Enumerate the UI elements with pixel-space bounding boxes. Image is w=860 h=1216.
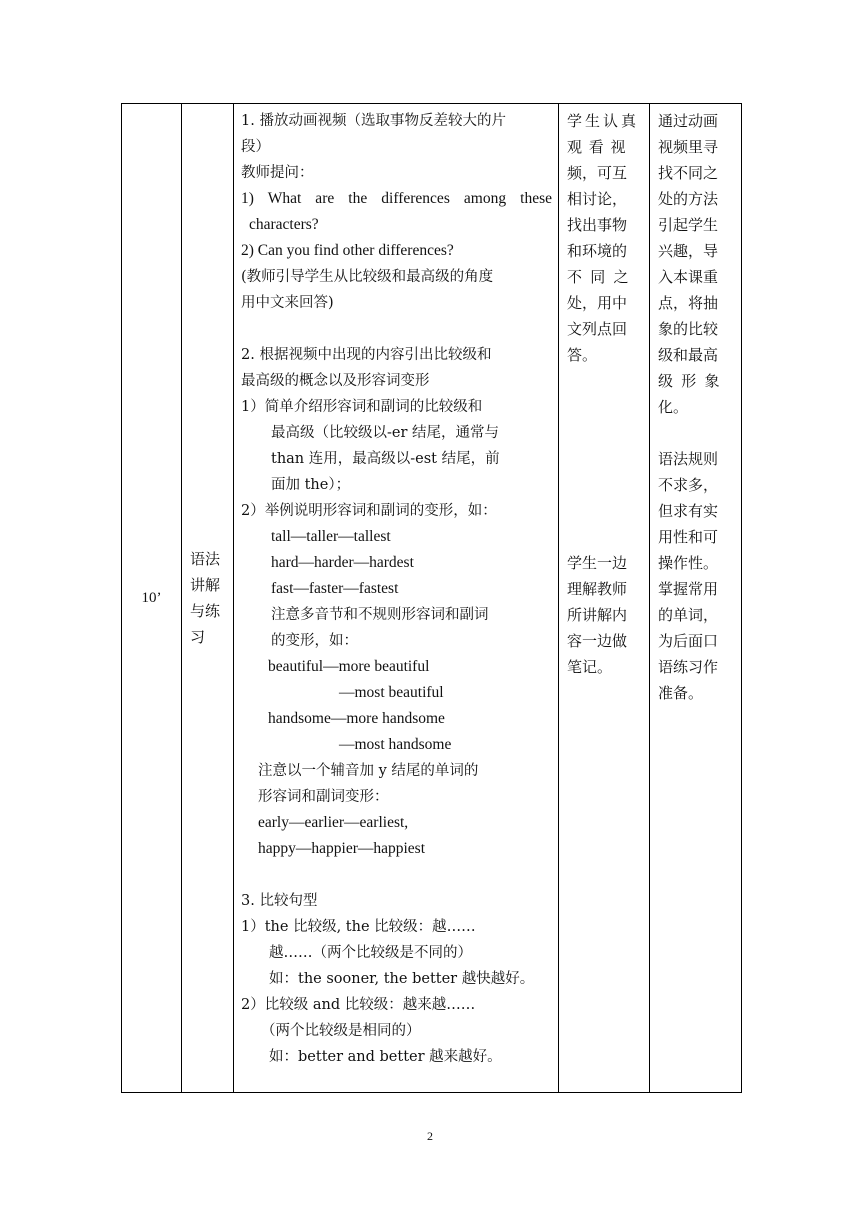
student-line: 学生一边 xyxy=(567,554,628,572)
student-line: 文列点回 xyxy=(567,320,628,338)
purpose-line: 掌握常用 xyxy=(658,580,719,598)
content-line: 形容词和副词变形： xyxy=(258,789,389,805)
blank-line xyxy=(241,862,552,888)
design-purpose-cell xyxy=(650,104,742,1093)
student-line: 学生认真 xyxy=(567,112,640,130)
purpose-line: 级和最高 xyxy=(658,346,719,364)
table-row xyxy=(122,104,742,1093)
purpose-line: 象的比较 xyxy=(658,320,719,338)
content-line: 2）比较级 and 比较级：越来越…… xyxy=(241,997,476,1013)
purpose-line: 兴趣，导 xyxy=(658,242,719,260)
content-line: 2. 根据视频中出现的内容引出比较级和 xyxy=(241,347,492,363)
purpose-line: 用性和可 xyxy=(658,528,719,546)
content-line: 如：better and better 越来越好。 xyxy=(269,1049,502,1065)
content-line: 面加 the）； xyxy=(271,477,351,493)
purpose-line: 语练习作 xyxy=(658,658,719,676)
section-line: 与练 xyxy=(190,602,221,620)
content-line: 用中文来回答) xyxy=(241,295,334,311)
purpose-line: 不求多， xyxy=(658,476,719,494)
content-line: handsome—more handsome xyxy=(268,710,445,727)
student-line: 所讲解内 xyxy=(567,606,628,624)
content-line: 注意以一个辅音加 y 结尾的单词的 xyxy=(258,763,479,779)
content-line: 1）简单介绍形容词和副词的比较级和 xyxy=(241,399,483,415)
content-line: 1) What are the differences among these xyxy=(241,190,552,207)
content-line: 教师提问： xyxy=(241,165,314,181)
purpose-line: 化。 xyxy=(658,398,689,416)
student-line: 答。 xyxy=(567,346,598,364)
content-line: early—earlier—earliest, xyxy=(258,814,409,831)
content-line: 如：the sooner, the better 越快越好。 xyxy=(269,971,535,987)
purpose-line: 视频里寻 xyxy=(658,138,719,156)
purpose-line: 级形象 xyxy=(658,372,728,390)
purpose-line: 准备。 xyxy=(658,684,704,702)
section-line: 讲解 xyxy=(190,576,221,594)
blank-line xyxy=(241,316,552,342)
content-line: than 连用，最高级以-est 结尾，前 xyxy=(271,451,500,467)
content-line: beautiful—more beautiful xyxy=(268,658,430,675)
student-line: 找出事物 xyxy=(567,216,628,234)
student-line: 相讨论， xyxy=(567,190,628,208)
content-line: 段） xyxy=(241,139,270,155)
content-line: happy—happier—happiest xyxy=(258,840,426,857)
content-line: tall—taller—tallest xyxy=(271,528,391,545)
purpose-line: 为后面口 xyxy=(658,632,719,650)
purpose-line: 入本课重 xyxy=(658,268,719,286)
purpose-line: 语法规则 xyxy=(658,450,719,468)
section-line: 语法 xyxy=(190,550,221,568)
blank-line xyxy=(658,420,735,446)
student-line: 处，用中 xyxy=(567,294,628,312)
content-line: characters? xyxy=(249,216,319,233)
time-value: 10’ xyxy=(141,589,162,606)
content-line: 最高级的概念以及形容词变形 xyxy=(241,373,430,389)
purpose-line: 引起学生 xyxy=(658,216,719,234)
content-line: 2）举例说明形容词和副词的变形，如： xyxy=(241,503,497,519)
content-line: （两个比较级是相同的） xyxy=(261,1023,421,1039)
purpose-line: 通过动画 xyxy=(658,112,719,130)
student-line: 和环境的 xyxy=(567,242,628,260)
content-line: 3. 比较句型 xyxy=(241,893,318,909)
content-line: (教师引导学生从比较级和最高级的角度 xyxy=(241,269,494,285)
student-line: 观看视 xyxy=(567,138,633,156)
content-line: 2) Can you find other differences? xyxy=(241,242,454,259)
student-activity-cell xyxy=(559,104,650,1093)
spacer xyxy=(567,368,643,550)
lesson-plan-table xyxy=(121,103,742,1093)
teaching-content-cell xyxy=(234,104,559,1093)
content-line: —most beautiful xyxy=(339,684,444,701)
purpose-line: 但求有实 xyxy=(658,502,719,520)
time-cell xyxy=(122,104,182,1093)
purpose-line: 的单词， xyxy=(658,606,719,624)
content-line: 1）the 比较级, the 比较级：越…… xyxy=(241,919,476,935)
student-line: 笔记。 xyxy=(567,658,613,676)
student-line: 频，可互 xyxy=(567,164,628,182)
section-line: 习 xyxy=(190,628,206,646)
content-line: 越……（两个比较级是不同的） xyxy=(269,945,472,961)
page-number: 2 xyxy=(427,1129,433,1143)
content-line: —most handsome xyxy=(339,736,452,753)
purpose-line: 操作性。 xyxy=(658,554,719,572)
purpose-line: 点，将抽 xyxy=(658,294,719,312)
purpose-line: 找不同之 xyxy=(658,164,719,182)
purpose-line: 处的方法 xyxy=(658,190,719,208)
content-line: 1. 播放动画视频（选取事物反差较大的片 xyxy=(241,113,506,129)
student-line: 容一边做 xyxy=(567,632,628,650)
content-line: 最高级（比较级以-er 结尾，通常与 xyxy=(271,425,500,441)
section-cell xyxy=(182,104,234,1093)
content-line: fast—faster—fastest xyxy=(271,580,399,597)
content-line: 注意多音节和不规则形容词和副词 xyxy=(271,607,489,623)
content-line: hard—harder—hardest xyxy=(271,554,414,571)
student-line: 不同之 xyxy=(567,268,637,286)
student-line: 理解教师 xyxy=(567,580,628,598)
content-line: 的变形，如： xyxy=(271,633,358,649)
